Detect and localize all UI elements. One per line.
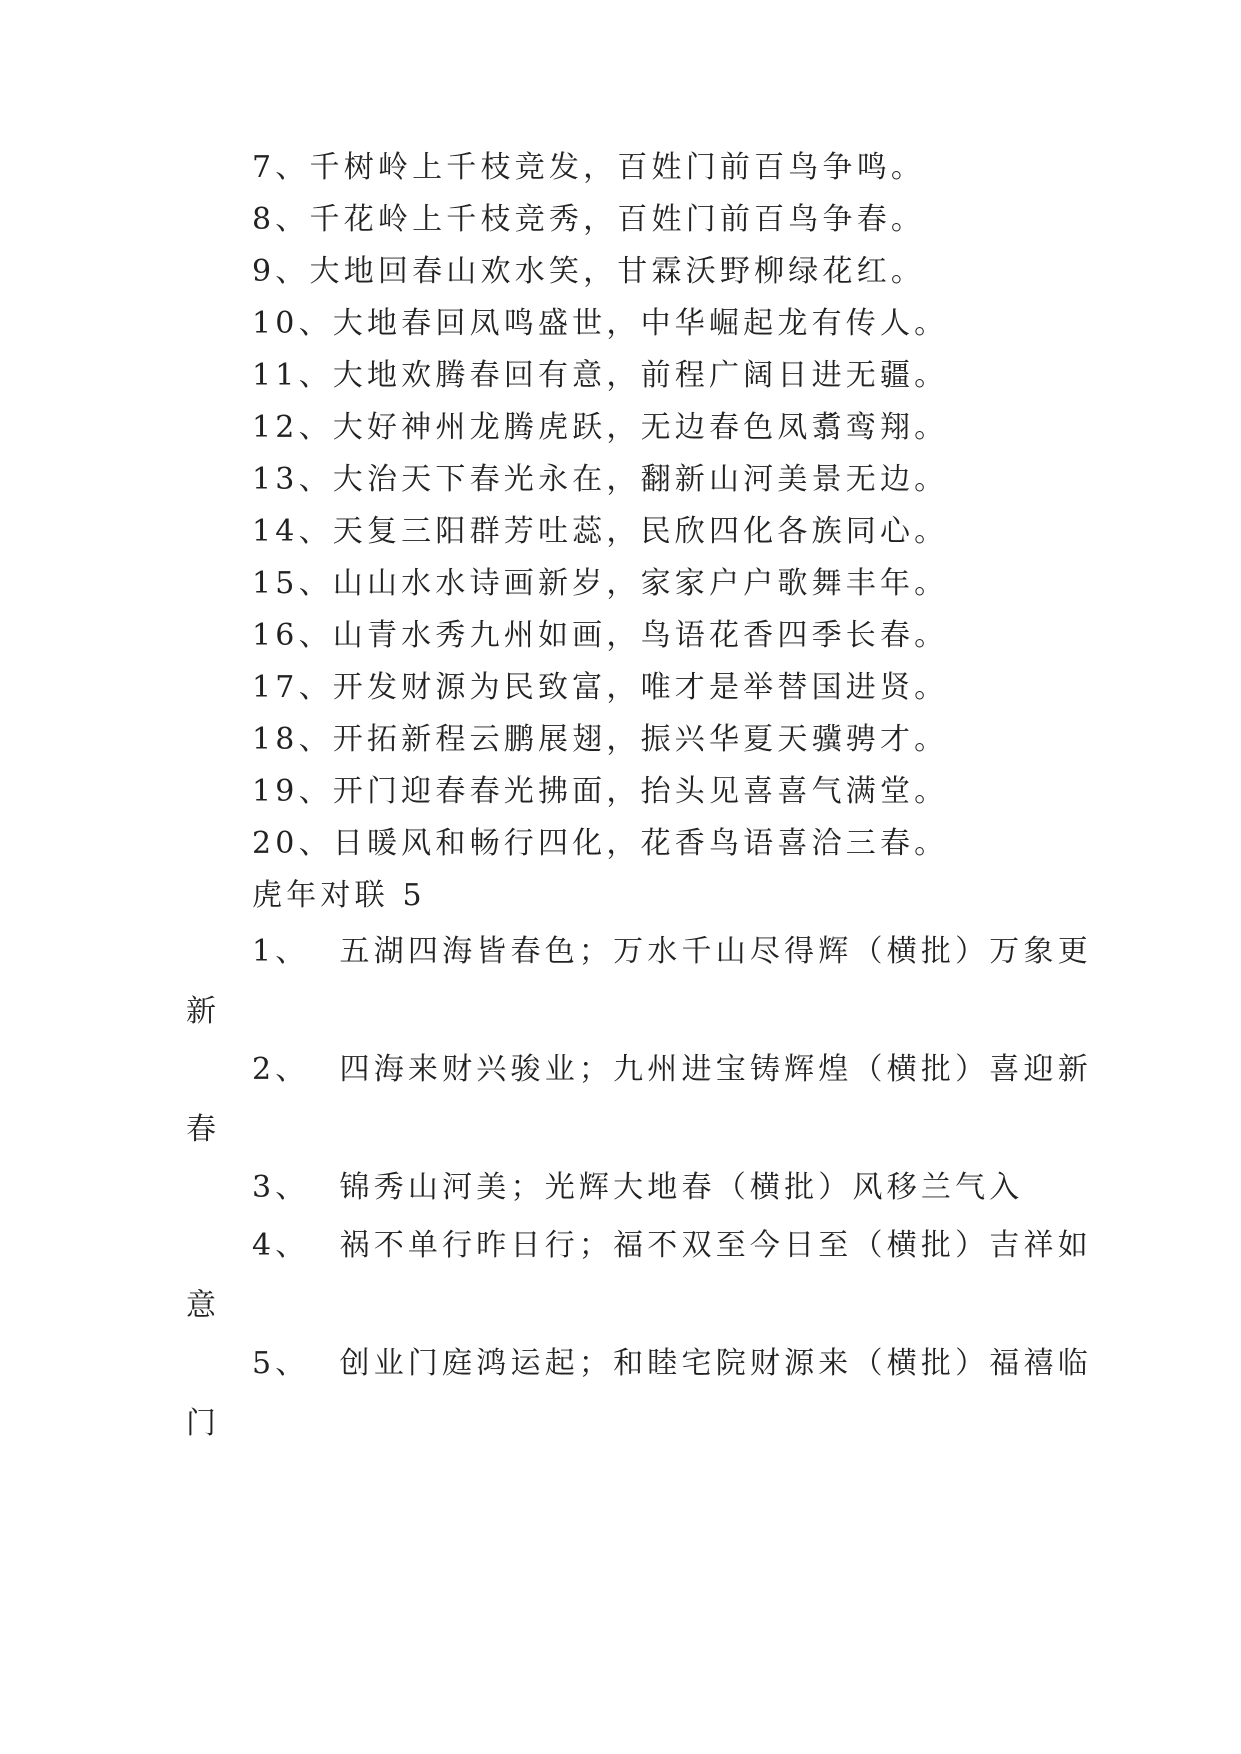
list-item: 8、千花岭上千枝竞秀，百姓门前百鸟争春。 — [252, 202, 926, 237]
list-item: 18、开拓新程云鹏展翅，振兴华夏天骥骋才。 — [252, 722, 949, 757]
list-item-continuation: 春 — [186, 1112, 221, 1147]
list-item: 9、大地回春山欢水笑，甘霖沃野柳绿花红。 — [252, 254, 926, 289]
list-item: 16、山青水秀九州如画，鸟语花香四季长春。 — [252, 618, 949, 653]
list-item: 17、开发财源为民致富，唯才是举替国进贤。 — [252, 670, 949, 705]
list-item: 7、千树岭上千枝竞发，百姓门前百鸟争鸣。 — [252, 150, 926, 185]
list-item-continuation: 意 — [186, 1288, 221, 1323]
list-item: 2、 四海来财兴骏业；九州进宝铸辉煌（横批）喜迎新 — [252, 1052, 1092, 1087]
list-item: 1、 五湖四海皆春色；万水千山尽得辉（横批）万象更 — [252, 934, 1092, 969]
list-item: 20、日暖风和畅行四化，花香鸟语喜洽三春。 — [252, 826, 949, 861]
list-item: 12、大好神州龙腾虎跃，无边春色凤翥鸾翔。 — [252, 410, 949, 445]
list-item: 3、 锦秀山河美；光辉大地春（横批）风移兰气入 — [252, 1170, 1024, 1205]
list-item: 14、天复三阳群芳吐蕊，民欣四化各族同心。 — [252, 514, 949, 549]
list-item: 10、大地春回凤鸣盛世，中华崛起龙有传人。 — [252, 306, 949, 341]
section-heading: 虎年对联 5 — [252, 878, 426, 913]
list-item: 5、 创业门庭鸿运起；和睦宅院财源来（横批）福禧临 — [252, 1346, 1092, 1381]
list-item: 11、大地欢腾春回有意，前程广阔日进无疆。 — [252, 358, 949, 393]
list-item: 4、 祸不单行昨日行；福不双至今日至（横批）吉祥如 — [252, 1228, 1092, 1263]
list-item: 15、山山水水诗画新岁，家家户户歌舞丰年。 — [252, 566, 949, 601]
list-item: 13、大治天下春光永在，翻新山河美景无边。 — [252, 462, 949, 497]
list-item-continuation: 门 — [186, 1406, 221, 1441]
list-item: 19、开门迎春春光拂面，抬头见喜喜气满堂。 — [252, 774, 949, 809]
list-item-continuation: 新 — [186, 994, 221, 1029]
